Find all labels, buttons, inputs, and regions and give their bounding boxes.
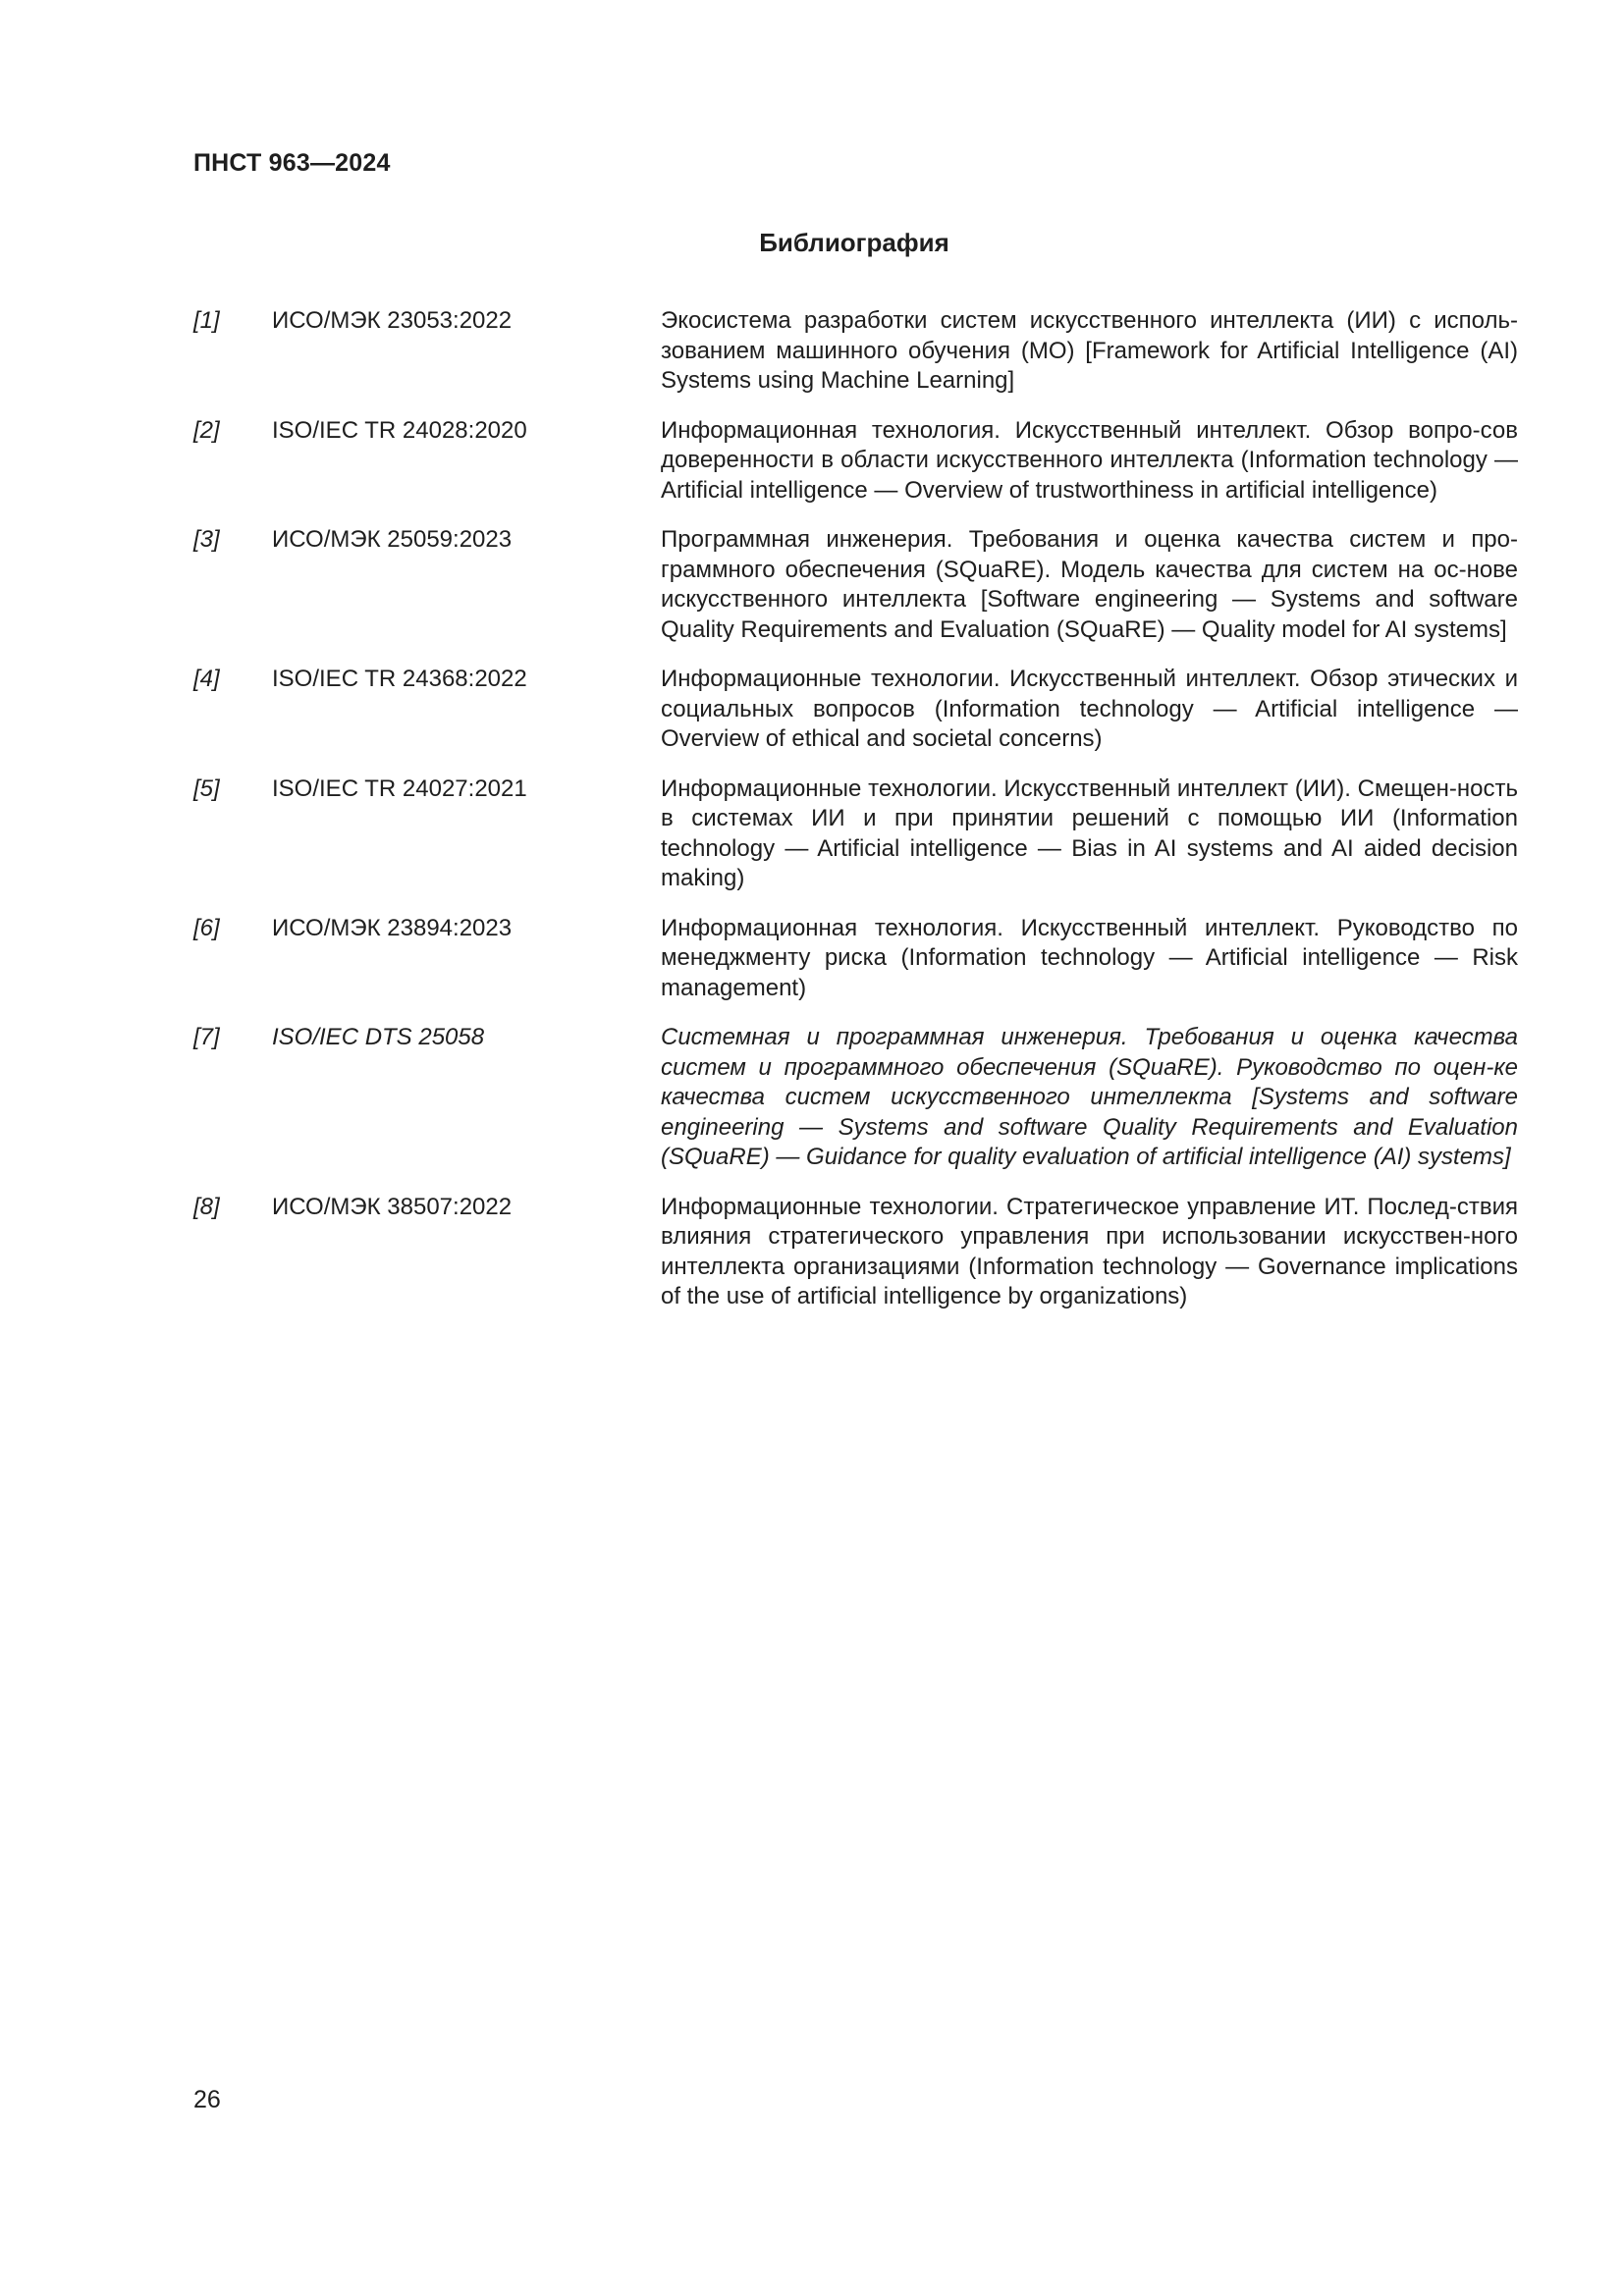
entry-title: Информационные технологии. Искусственный интеллект (ИИ). Смещен-ность в системах ИИ и при принятии решений с помощью ИИ (Information technology — Artificial intelligence — Bias in AI systems and AI aided decision making) [661,774,1518,891]
entry-title: Информационная технология. Искусственный интеллект. Обзор вопро-сов доверенности в области искусственного интеллекта (Information technology — Artificial intelligence — Overview of trustworthiness in artificial intelligence) [661,416,1518,504]
entry-number: [4] [193,666,220,692]
document-code: ПНСТ 963—2024 [193,149,391,177]
entry-title: Экосистема разработки систем искусственного интеллекта (ИИ) с исполь-зованием машинного обучения (МО) [Framework for Artificial Intelligence (AI) Systems using Machine Learning] [661,307,1518,394]
entry-number: [7] [193,1024,220,1050]
section-title: Библиография [759,228,949,257]
entry-standard-code: ИСО/МЭК 23894:2023 [272,914,513,941]
entry-number: [5] [193,774,220,802]
entry-standard-code: ISO/IEC DTS 25058 [272,1024,485,1050]
entry-number: [8] [193,1193,220,1220]
entry-standard-code: ISO/IEC TR 24368:2022 [272,666,527,692]
entry-standard-code: ИСО/МЭК 25059:2023 [272,526,513,553]
bibliography-entry-3 [193,525,1518,645]
bibliography-list [193,306,1518,1332]
entry-title: Информационная технология. Искусственный интеллект. Руководство по менеджменту риска (Information technology — Artificial intelligence — Risk management) [661,914,1518,1001]
entry-title: Программная инженерия. Требования и оценка качества систем и про-граммного обеспечения (SQuaRE). Модель качества для систем на ос-нове искусственного интеллекта [Software engineering — Systems and software Quality Requirements and Evaluation (SQuaRE) — Quality model for AI systems] [661,526,1518,643]
entry-number: [3] [193,526,220,553]
bibliography-entry-6 [193,914,1518,1004]
entry-number: [6] [193,914,220,941]
entry-number: [2] [193,416,220,444]
entry-title: Системная и программная инженерия. Требования и оценка качества систем и программного обеспечения (SQuaRE). Руководство по оцен-ке качества систем искусственного интеллекта [Systems and software engineering — Systems and software Quality Requirements and Evaluation (SQuaRE) — Guidance for quality evaluation of artificial intelligence (AI) systems] [661,1024,1518,1170]
entry-title: Информационные технологии. Искусственный интеллект. Обзор этических и социальных вопросов (Information technology — Artificial intelligence — Overview of ethical and societal concerns) [661,666,1518,752]
entry-number: [1] [193,307,220,334]
bibliography-entry-2 [193,416,1518,507]
bibliography-entry-8 [193,1193,1518,1312]
bibliography-entry-1 [193,306,1518,397]
entry-standard-code: ИСО/МЭК 38507:2022 [272,1193,513,1220]
bibliography-entry-7 [193,1023,1518,1173]
entry-standard-code: ИСО/МЭК 23053:2022 [272,307,513,334]
bibliography-entry-5 [193,774,1518,894]
page-number: 26 [193,2086,221,2113]
entry-standard-code: ISO/IEC TR 24028:2020 [272,416,527,444]
bibliography-entry-4 [193,665,1518,755]
entry-standard-code: ISO/IEC TR 24027:2021 [272,774,527,802]
entry-title: Информационные технологии. Стратегическое управление ИТ. Послед-ствия влияния стратегического управления при использовании искусствен-ного интеллекта организациями (Information technology — Governance implications of the use of artificial intelligence by organizations) [661,1193,1518,1309]
